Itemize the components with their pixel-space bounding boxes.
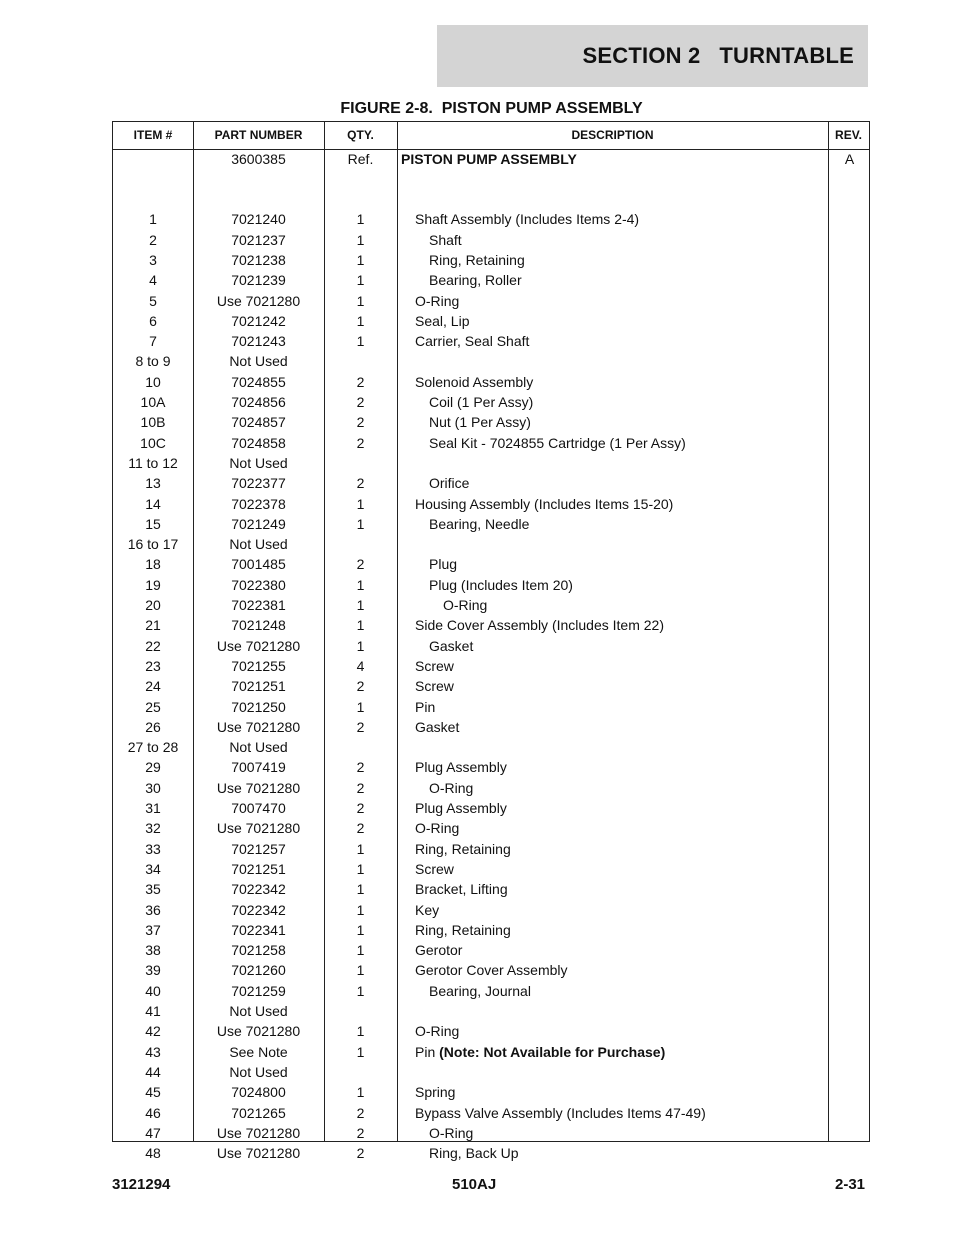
description-text: Gasket xyxy=(415,718,460,735)
part-number-cell: Use 7021280 xyxy=(216,779,301,796)
description-cell xyxy=(401,900,841,920)
description-cell xyxy=(401,960,841,980)
description-text: Ring, Retaining xyxy=(429,251,525,268)
table-row xyxy=(113,514,869,534)
table-row xyxy=(113,473,869,493)
description-cell xyxy=(401,676,841,696)
description-text: Ring, Back Up xyxy=(429,1145,519,1162)
description-cell xyxy=(401,514,855,534)
table-row xyxy=(113,331,869,351)
part-number-cell: 3600385 xyxy=(231,151,286,167)
section-title: SECTION 2 TURNTABLE xyxy=(582,43,854,68)
qty-cell: 2 xyxy=(356,414,365,431)
item-number-cell: 7 xyxy=(149,333,157,350)
description-cell xyxy=(401,209,841,229)
table-row xyxy=(113,676,869,696)
qty-cell: 1 xyxy=(356,272,365,289)
description-text: Screw xyxy=(415,860,454,877)
part-number-cell: 7021251 xyxy=(231,678,286,695)
qty-cell: 2 xyxy=(356,678,365,695)
description-text: Gerotor xyxy=(415,942,463,959)
table-row xyxy=(113,351,869,371)
qty-cell: 1 xyxy=(356,921,365,938)
item-number-cell: 32 xyxy=(145,820,161,837)
part-number-cell: Not Used xyxy=(229,353,288,370)
item-number-cell: 8 to 9 xyxy=(135,353,171,370)
description-text: O-Ring xyxy=(443,597,488,613)
qty-cell: 1 xyxy=(356,211,365,228)
description-cell xyxy=(401,940,841,960)
qty-cell: 1 xyxy=(356,515,365,532)
description-text: Bracket, Lifting xyxy=(415,881,508,898)
item-number-cell: 43 xyxy=(145,1043,161,1060)
table-row xyxy=(113,494,869,514)
section-header xyxy=(437,25,868,87)
description-cell xyxy=(401,473,855,493)
table-row xyxy=(113,697,869,717)
part-number-cell: Use 7021280 xyxy=(216,820,301,837)
description-text: Seal Kit - 7024855 Cartridge (1 Per Assy) xyxy=(429,434,686,451)
description-cell xyxy=(401,1143,855,1163)
qty-cell: 1 xyxy=(356,333,365,350)
description-text: Plug (Includes Item 20) xyxy=(429,576,573,593)
table-row xyxy=(113,595,869,615)
part-number-cell: 7007419 xyxy=(231,759,286,776)
description-text: Seal, Lip xyxy=(415,312,470,329)
header-part-number: PART NUMBER xyxy=(214,128,303,142)
table-row xyxy=(113,534,869,554)
description-text: O-Ring xyxy=(415,1023,460,1040)
item-number-cell: 48 xyxy=(145,1145,161,1162)
table-row xyxy=(113,554,869,574)
table-row xyxy=(113,230,869,250)
description-cell xyxy=(401,433,855,453)
item-number-cell: 10 xyxy=(145,373,161,390)
item-number-cell: 41 xyxy=(145,1003,161,1019)
description-cell xyxy=(401,1021,841,1041)
part-number-cell: 7022381 xyxy=(231,597,286,613)
qty-cell: 1 xyxy=(356,495,365,512)
description-cell xyxy=(401,291,841,311)
item-number-cell: 46 xyxy=(145,1104,161,1121)
table-row xyxy=(113,839,869,859)
table-row xyxy=(113,433,869,453)
part-number-cell: Use 7021280 xyxy=(216,1124,301,1141)
qty-cell: 2 xyxy=(356,759,365,776)
item-number-cell: 13 xyxy=(145,475,161,492)
description-text: Key xyxy=(415,901,440,918)
part-number-cell: 7021250 xyxy=(231,698,286,715)
qty-cell: 2 xyxy=(356,800,365,816)
table-row xyxy=(113,859,869,879)
part-number-cell: 7021243 xyxy=(231,333,286,350)
qty-cell: 1 xyxy=(356,901,365,918)
description-text: Side Cover Assembly (Includes Item 22) xyxy=(415,617,664,634)
qty-cell: 1 xyxy=(356,312,365,329)
description-cell xyxy=(401,818,841,838)
part-number-cell: 7024855 xyxy=(231,373,286,390)
description-text: O-Ring xyxy=(415,820,460,837)
item-number-cell: 14 xyxy=(145,495,161,512)
description-text: O-Ring xyxy=(429,779,474,796)
table-row xyxy=(113,879,869,899)
footer-doc-number: 3121294 xyxy=(112,1176,171,1193)
description-cell xyxy=(401,331,841,351)
description-cell xyxy=(401,798,841,818)
item-number-cell: 34 xyxy=(145,860,161,877)
description-cell xyxy=(401,392,855,412)
description-cell xyxy=(401,656,841,676)
qty-cell: 2 xyxy=(356,556,365,573)
description-cell xyxy=(401,595,869,615)
table-row xyxy=(113,778,869,798)
table-row xyxy=(113,798,869,818)
item-number-cell: 23 xyxy=(145,657,161,674)
table-row xyxy=(113,636,869,656)
table-row xyxy=(113,311,869,331)
part-number-cell: 7022378 xyxy=(231,495,286,512)
qty-cell: 1 xyxy=(356,1084,365,1101)
item-number-cell: 6 xyxy=(149,312,157,329)
description-cell xyxy=(401,615,841,635)
item-number-cell: 21 xyxy=(145,617,161,634)
table-row xyxy=(113,757,869,777)
item-number-cell: 33 xyxy=(145,840,161,857)
description-cell xyxy=(401,250,855,270)
description-cell xyxy=(401,149,827,169)
part-number-cell: See Note xyxy=(229,1043,288,1060)
item-number-cell: 27 to 28 xyxy=(127,739,179,756)
table-row xyxy=(113,575,869,595)
description-text: Screw xyxy=(415,657,454,674)
part-number-cell: Not Used xyxy=(229,1003,288,1019)
description-cell xyxy=(401,1082,841,1102)
qty-cell: 2 xyxy=(356,779,365,796)
table-row xyxy=(113,250,869,270)
description-cell xyxy=(401,717,841,737)
table-row xyxy=(113,717,869,737)
table-row xyxy=(113,149,869,169)
part-number-cell: 7024856 xyxy=(231,394,286,410)
table-row xyxy=(113,1001,869,1021)
description-cell xyxy=(401,920,841,940)
item-number-cell: 1 xyxy=(149,211,157,228)
description-text: Housing Assembly (Includes Items 15-20) xyxy=(415,495,674,512)
part-number-cell: 7021259 xyxy=(231,982,286,999)
qty-cell: Ref. xyxy=(347,151,374,167)
description-cell xyxy=(401,757,841,777)
item-number-cell: 25 xyxy=(145,698,161,715)
description-text: Ring, Retaining xyxy=(415,921,511,938)
table-row xyxy=(113,737,869,757)
qty-cell: 1 xyxy=(356,982,365,999)
qty-cell: 2 xyxy=(356,1124,365,1141)
description-text: Bearing, Journal xyxy=(429,982,531,999)
table-row xyxy=(113,1123,869,1143)
description-cell xyxy=(401,778,855,798)
part-number-cell: Not Used xyxy=(229,454,288,471)
qty-cell: 1 xyxy=(356,637,365,654)
table-row xyxy=(113,656,869,676)
part-number-cell: 7022377 xyxy=(231,475,286,492)
part-number-cell: 7021239 xyxy=(231,272,286,289)
description-text: O-Ring xyxy=(429,1124,474,1141)
part-number-cell: 7021265 xyxy=(231,1104,286,1121)
table-row xyxy=(113,209,869,229)
qty-cell: 1 xyxy=(356,881,365,898)
qty-cell: 1 xyxy=(356,251,365,268)
table-row xyxy=(113,900,869,920)
description-text: Ring, Retaining xyxy=(415,840,511,857)
item-number-cell: 31 xyxy=(145,800,161,816)
header-description: DESCRIPTION xyxy=(571,128,654,142)
item-number-cell: 3 xyxy=(149,251,157,268)
item-number-cell: 10B xyxy=(140,414,166,431)
description-text: Gerotor Cover Assembly xyxy=(415,962,568,979)
qty-cell: 2 xyxy=(356,1145,365,1162)
table-row xyxy=(113,291,869,311)
qty-cell: 1 xyxy=(356,840,365,857)
description-note: (Note: Not Available for Purchase) xyxy=(439,1043,666,1060)
part-number-cell: 7021260 xyxy=(231,962,286,979)
table-body xyxy=(113,149,869,1162)
item-number-cell: 16 to 17 xyxy=(127,536,179,553)
description-text: Nut (1 Per Assy) xyxy=(429,414,531,431)
part-number-cell: 7022341 xyxy=(231,921,286,938)
footer-model: 510AJ xyxy=(452,1176,497,1193)
item-number-cell: 45 xyxy=(145,1084,161,1101)
item-number-cell: 26 xyxy=(145,718,161,735)
table-row xyxy=(113,1082,869,1102)
table-row xyxy=(113,453,869,473)
description-cell xyxy=(401,372,841,392)
table-row xyxy=(113,981,869,1001)
description-cell xyxy=(401,412,855,432)
part-number-cell: Use 7021280 xyxy=(216,637,301,654)
item-number-cell: 18 xyxy=(145,556,161,573)
description-text: Gasket xyxy=(429,637,474,654)
item-number-cell: 15 xyxy=(145,515,161,532)
header-item: ITEM # xyxy=(133,128,173,142)
item-number-cell: 40 xyxy=(145,982,161,999)
part-number-cell: 7022342 xyxy=(231,901,286,918)
item-number-cell: 24 xyxy=(145,678,161,695)
parts-table xyxy=(112,121,870,1162)
part-number-cell: 7021249 xyxy=(231,515,286,532)
item-number-cell: 2 xyxy=(149,231,157,248)
part-number-cell: 7021255 xyxy=(231,657,286,674)
part-number-cell: 7021240 xyxy=(231,211,286,228)
part-number-cell: Use 7021280 xyxy=(216,1023,301,1040)
description-text: Carrier, Seal Shaft xyxy=(415,333,530,350)
description-cell xyxy=(401,1042,841,1062)
description-text: Spring xyxy=(415,1084,456,1101)
description-text: Bearing, Roller xyxy=(429,272,522,289)
rev-cell: A xyxy=(844,151,855,167)
description-text: Solenoid Assembly xyxy=(415,373,534,390)
part-number-cell: 7001485 xyxy=(231,556,286,573)
part-number-cell: 7024800 xyxy=(231,1084,286,1101)
table-row xyxy=(113,270,869,290)
description-cell xyxy=(401,575,855,595)
part-number-cell: 7021257 xyxy=(231,840,286,857)
qty-cell: 4 xyxy=(356,657,365,674)
item-number-cell: 36 xyxy=(145,901,161,918)
description-cell xyxy=(401,230,855,250)
description-text: Orifice xyxy=(429,475,470,492)
item-number-cell: 39 xyxy=(145,962,161,979)
description-cell xyxy=(401,697,841,717)
description-cell xyxy=(401,1103,841,1123)
item-number-cell: 10A xyxy=(140,394,166,410)
description-text: O-Ring xyxy=(415,292,460,309)
description-text: Plug Assembly xyxy=(415,800,507,816)
qty-cell: 1 xyxy=(356,617,365,634)
part-number-cell: 7021242 xyxy=(231,312,286,329)
description-text: Plug Assembly xyxy=(415,759,507,776)
description-text: Pin xyxy=(415,698,436,715)
qty-cell: 2 xyxy=(356,718,365,735)
qty-cell: 2 xyxy=(356,1104,365,1121)
part-number-cell: 7024858 xyxy=(231,434,286,451)
item-number-cell: 30 xyxy=(145,779,161,796)
table-row xyxy=(113,920,869,940)
qty-cell: 1 xyxy=(356,1043,365,1060)
table-row xyxy=(113,1143,869,1163)
qty-cell: 2 xyxy=(356,394,365,410)
description-cell xyxy=(401,1123,855,1143)
qty-cell: 1 xyxy=(356,597,365,613)
item-number-cell: 38 xyxy=(145,942,161,959)
table-header-row xyxy=(113,122,869,150)
part-number-cell: Use 7021280 xyxy=(216,718,301,735)
qty-cell: 1 xyxy=(356,576,365,593)
description-cell xyxy=(401,839,841,859)
item-number-cell: 29 xyxy=(145,759,161,776)
description-text: Shaft xyxy=(429,231,462,248)
part-number-cell: 7022342 xyxy=(231,881,286,898)
table-row xyxy=(113,940,869,960)
description-text: Shaft Assembly (Includes Items 2-4) xyxy=(415,211,640,228)
table-row xyxy=(113,818,869,838)
qty-cell: 1 xyxy=(356,1023,365,1040)
table-row xyxy=(113,960,869,980)
description-text: Bearing, Needle xyxy=(429,515,530,532)
header-rev: REV. xyxy=(835,128,862,142)
part-number-cell: Not Used xyxy=(229,739,288,756)
part-number-cell: 7021238 xyxy=(231,251,286,268)
part-number-cell: 7021251 xyxy=(231,860,286,877)
part-number-cell: 7021258 xyxy=(231,942,286,959)
table-row xyxy=(113,372,869,392)
item-number-cell: 22 xyxy=(145,637,161,654)
part-number-cell: Not Used xyxy=(229,1063,288,1080)
item-number-cell: 47 xyxy=(145,1124,161,1141)
item-number-cell: 19 xyxy=(145,576,161,593)
table-row xyxy=(113,1021,869,1041)
description-text: PISTON PUMP ASSEMBLY xyxy=(401,151,577,167)
description-text: Plug xyxy=(429,556,458,573)
qty-cell: 1 xyxy=(356,698,365,715)
item-number-cell: 11 to 12 xyxy=(128,454,178,471)
item-number-cell: 20 xyxy=(145,597,161,613)
header-qty: QTY. xyxy=(347,128,374,142)
description-cell xyxy=(401,270,855,290)
table-row xyxy=(113,1103,869,1123)
item-number-cell: 35 xyxy=(145,881,161,898)
qty-cell: 1 xyxy=(356,860,365,877)
part-number-cell: Use 7021280 xyxy=(216,1145,301,1162)
description-text: Pin xyxy=(415,1043,436,1060)
part-number-cell: 7021237 xyxy=(231,231,286,248)
item-number-cell: 42 xyxy=(145,1023,161,1040)
qty-cell: 1 xyxy=(356,231,365,248)
part-number-cell: 7007470 xyxy=(231,800,286,816)
description-text: Screw xyxy=(415,678,454,695)
part-number-cell: Use 7021280 xyxy=(216,292,301,309)
description-cell xyxy=(401,859,841,879)
qty-cell: 2 xyxy=(356,434,365,451)
table-row xyxy=(113,615,869,635)
description-cell xyxy=(401,879,841,899)
qty-cell: 2 xyxy=(356,373,365,390)
table-row xyxy=(113,1062,869,1082)
description-cell xyxy=(401,494,841,514)
qty-cell: 1 xyxy=(356,292,365,309)
table-row xyxy=(113,412,869,432)
item-number-cell: 5 xyxy=(149,292,157,309)
table-row xyxy=(113,392,869,412)
qty-cell: 1 xyxy=(356,942,365,959)
table-row xyxy=(113,1042,869,1062)
item-number-cell: 4 xyxy=(149,272,157,289)
description-text: Coil (1 Per Assy) xyxy=(429,394,534,410)
part-number-cell: 7022380 xyxy=(231,576,286,593)
item-number-cell: 44 xyxy=(145,1063,161,1080)
description-cell xyxy=(401,554,855,574)
qty-cell: 2 xyxy=(356,475,365,492)
description-text: Bypass Valve Assembly (Includes Items 47-49) xyxy=(415,1104,706,1121)
part-number-cell: Not Used xyxy=(229,536,288,553)
figure-title: FIGURE 2-8. PISTON PUMP ASSEMBLY xyxy=(340,100,643,117)
item-number-cell: 10C xyxy=(140,434,166,451)
description-cell xyxy=(401,311,841,331)
footer-page-number: 2-31 xyxy=(835,1176,866,1193)
part-number-cell: 7021248 xyxy=(231,617,286,634)
qty-cell: 2 xyxy=(356,820,365,837)
qty-cell: 1 xyxy=(356,962,365,979)
part-number-cell: 7024857 xyxy=(231,414,286,431)
description-cell xyxy=(401,636,855,656)
description-cell xyxy=(401,981,855,1001)
item-number-cell: 37 xyxy=(145,921,161,938)
